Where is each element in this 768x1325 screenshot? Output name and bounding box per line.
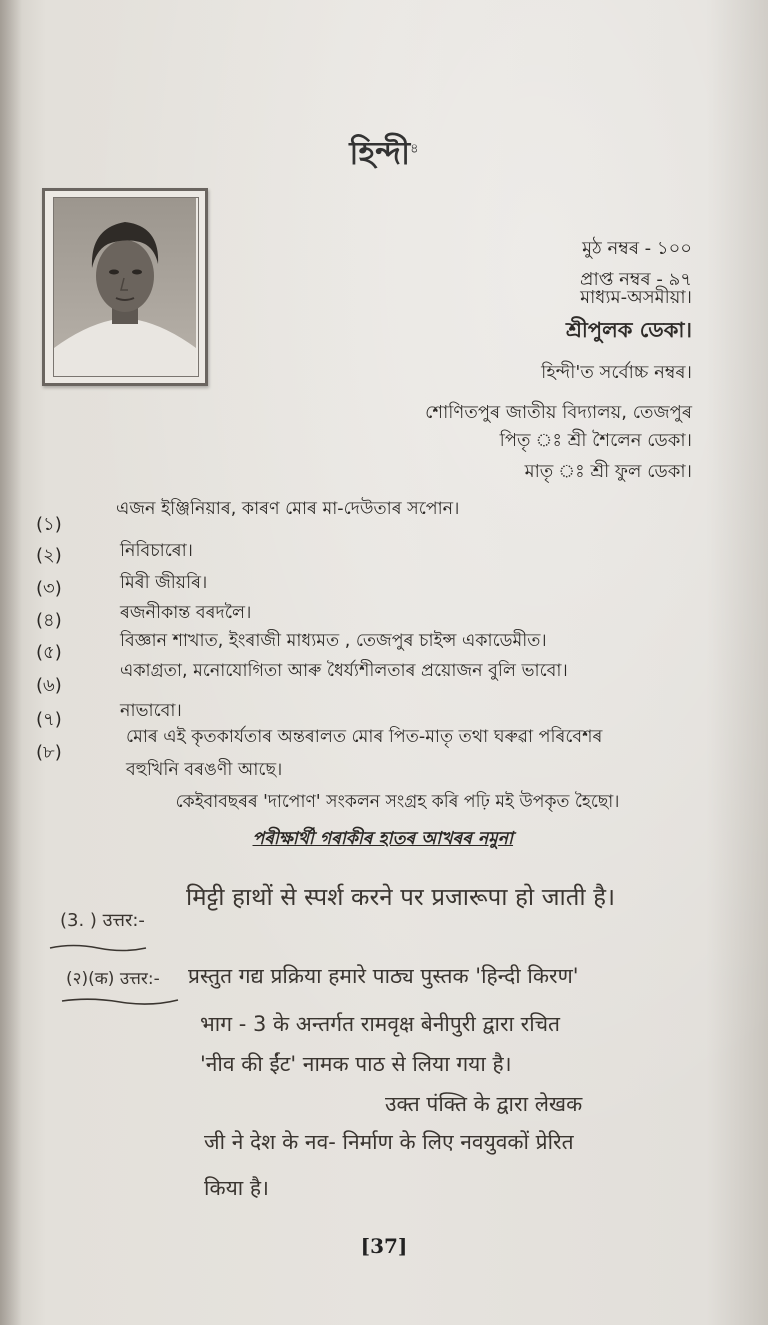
mother-name: মাতৃ ঃ শ্ৰী ফুল ডেকা। <box>524 461 692 482</box>
father-name: পিতৃ ঃ শ্ৰী শৈলেন ডেকা। <box>499 430 692 451</box>
obtained-marks: প্ৰাপ্ত নম্বৰ - ৯৭ <box>580 269 692 290</box>
hw-q1-text: मिट्टी हाथों से स्पर्श करने पर प्रजारूपा हो जाती है। <box>186 883 616 911</box>
student-portrait-drawing <box>54 198 196 376</box>
hw-q2-line: किया है। <box>204 1176 269 1200</box>
hw-q2-line: उक्त पंक्ति के द्वारा लेखक <box>385 1092 583 1116</box>
answer-text: নাভাবো। <box>120 701 182 721</box>
answer-text: মোৰ এই কৃতকাৰ্যতাৰ অন্তৰালত মোৰ পিত-মাতৃ তথা ঘৰুৱা পৰিবেশৰ <box>126 727 603 747</box>
student-name: শ্ৰীপুলক ডেকা। <box>565 318 692 342</box>
answer-text: এজন ইঞ্জিনিয়াৰ, কাৰণ মোৰ মা-দেউতাৰ সপোন। <box>116 499 460 519</box>
answer-text: মিৰী জীয়ৰি। <box>120 573 208 593</box>
hw-q2-line: भाग - 3 के अन्तर्गत रामवृक्ष बेनीपुरी द्वारा रचित <box>200 1012 561 1036</box>
page-number: [37] <box>360 1234 408 1258</box>
answer-text: ৰজনীকান্ত বৰদলৈ। <box>120 603 252 623</box>
hw-q2-line: प्रस्तुत गद्य प्रक्रिया हमारे पाठ्य पुस्तक 'हिन्दी किरण' <box>188 964 579 988</box>
page-title <box>0 128 768 182</box>
hw-q2-line: 'नीव की ईंट' नामक पाठ से लिया गया है। <box>200 1052 512 1076</box>
page-title-text: হিন্দী <box>349 134 411 172</box>
distinction: হিন্দী'ত সৰ্বোচ্চ নম্বৰ। <box>541 362 692 383</box>
answer-number: (৬) <box>36 675 62 696</box>
answer-text: বিজ্ঞান শাখাত, ইংৰাজী মাধ্যমত , তেজপুৰ চাইন্স একাডেমীত। <box>120 631 547 651</box>
answer-number: (১) <box>36 514 62 535</box>
student-photo-image <box>53 197 199 377</box>
handwriting-sample-heading: পৰীক্ষাৰ্থী গৰাকীৰ হাতৰ আখৰৰ নমুনা <box>252 829 514 849</box>
hw-q2-label: (२)(क) उत्तर:- <box>66 969 160 989</box>
answer-number: (৪) <box>36 610 62 631</box>
hw-q1-label: (3. ) उत्तर:- <box>60 910 145 931</box>
hw-q1-underline <box>48 940 148 954</box>
answer-text: একাগ্ৰতা, মনোযোগিতা আৰু ধৈৰ্য্যশীলতাৰ প্ৰয়োজন বুলি ভাবো। <box>120 661 568 681</box>
answer-number: (৫) <box>36 642 62 663</box>
page-title-sup: ৪ <box>410 141 419 157</box>
school-name: শোণিতপুৰ জাতীয় বিদ্যালয়, তেজপুৰ <box>425 402 692 423</box>
answer-number: (৭) <box>36 709 62 730</box>
answer-number: (২) <box>36 545 62 566</box>
hw-q2-underline <box>60 995 180 1007</box>
answer-number: (৮) <box>36 742 62 763</box>
answer-text-continued: বহুখিনি বৰঙণী আছে। <box>126 760 283 780</box>
student-photo <box>42 188 208 386</box>
spine-shadow <box>0 0 22 1325</box>
full-marks: মুঠ নম্বৰ - ১০০ <box>582 238 692 259</box>
hw-q2-line: जी ने देश के नव- निर्माण के लिए नवयुवकों प्रेरित <box>204 1130 574 1154</box>
thanks-line: কেইবাবছৰৰ 'দাপোণ' সংকলন সংগ্ৰহ কৰি পঢ়ি মই উপকৃত হৈছো। <box>175 792 620 812</box>
medium: মাধ্যম-অসমীয়া। <box>580 287 692 308</box>
answer-number: (৩) <box>36 578 62 599</box>
answer-text: নিবিচাৰো। <box>120 541 193 561</box>
